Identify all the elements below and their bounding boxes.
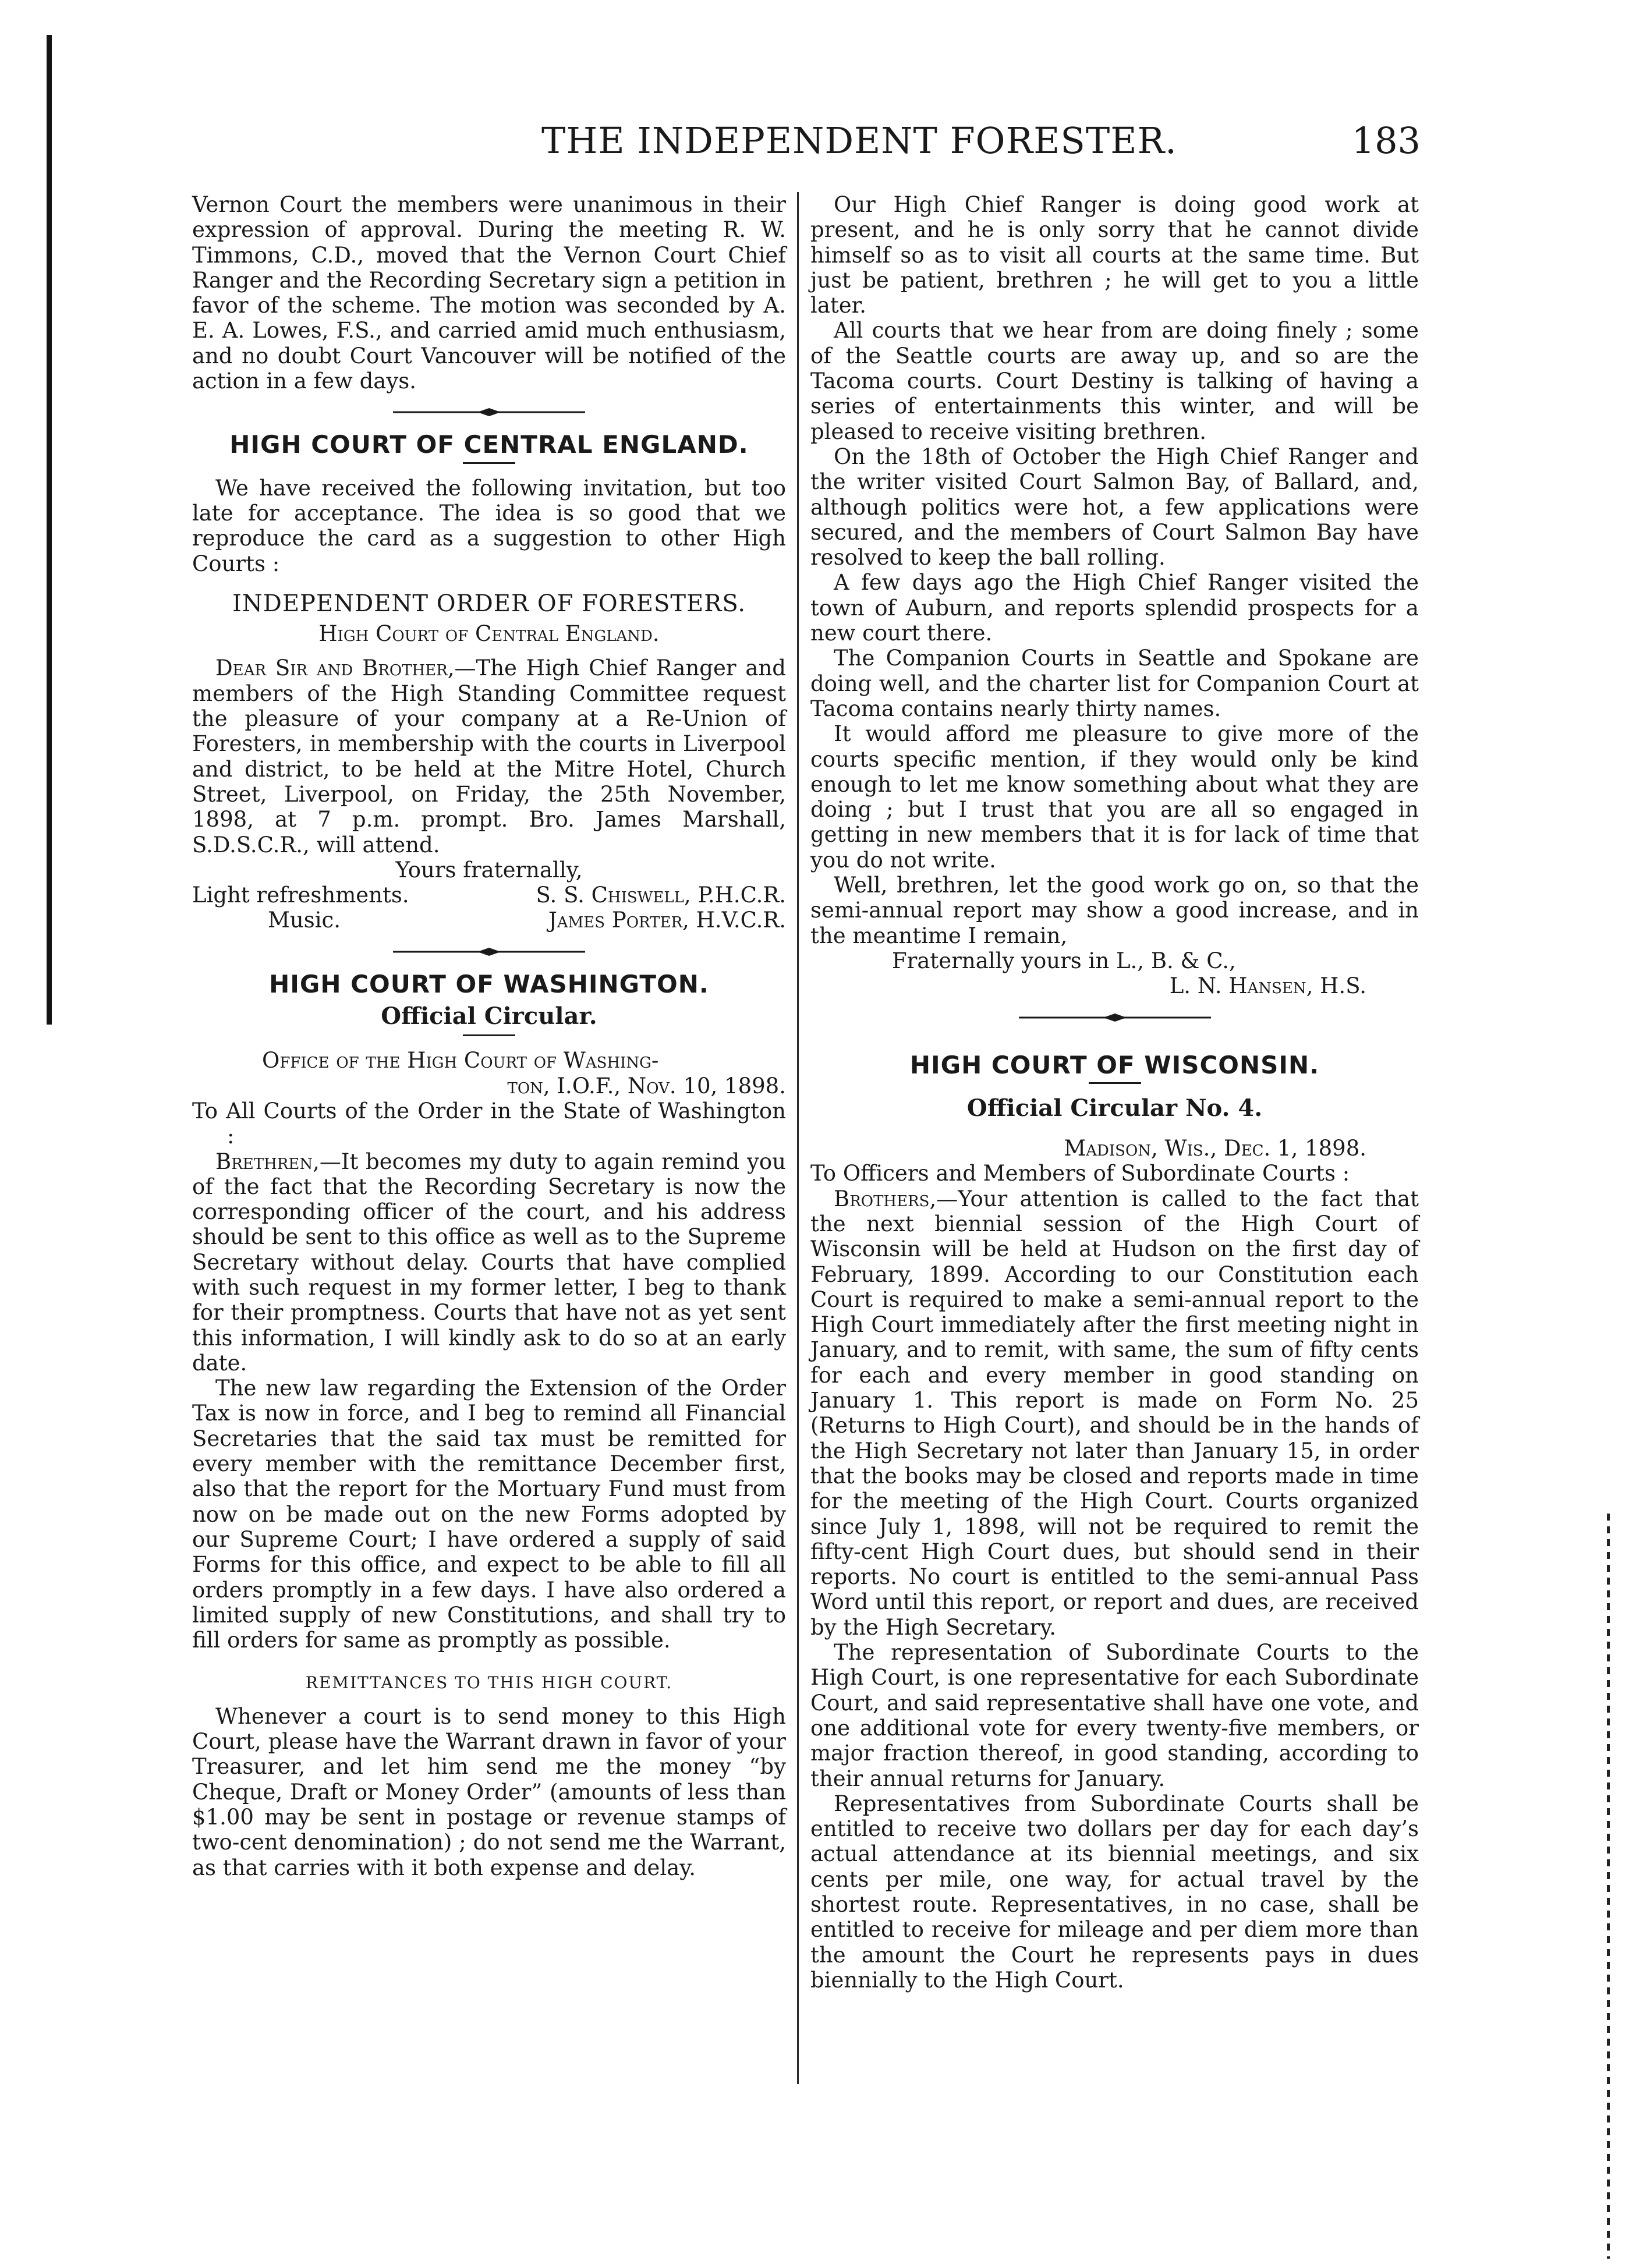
scan-edge-marks xyxy=(1607,1514,1610,2259)
section-heading: HIGH COURT OF WISCONSIN. xyxy=(909,1050,1320,1079)
dateline: Madison, Wis., Dec. 1, 1898. xyxy=(1064,1136,1366,1161)
salutation: Dear Sir and Brother, xyxy=(215,655,455,681)
circular-paragraph: Whenever a court is to send money to this High Court, please have the Warrant drawn in favor of your Treasurer, and let him send me the money “by Cheque, Draft or Money Order” (amounts of less than $1.00 may be sent in postage or revenue stamps of two-cent denomination) ; do not send me the Warrant, as that carries with it both expense and delay. xyxy=(192,1703,786,1880)
page-header xyxy=(192,119,1421,183)
column-divider xyxy=(797,192,799,2084)
article-paragraph: We have received the following invitation, but too late for acceptance. The idea is so good that we reproduce the card as a suggestion to other High Courts : xyxy=(192,475,786,576)
article-paragraph: Our High Chief Ranger is doing good work at present, and he is only sorry that he cannot divide himself so as to visit all courts at the same time. But just be patient, brethren ; he will get to you a little later. xyxy=(810,192,1419,318)
page-number: 183 xyxy=(1351,119,1421,162)
address-line: To Officers and Members of Subordinate Courts : xyxy=(810,1161,1350,1186)
subsection-heading: REMITTANCES TO THIS HIGH COURT. xyxy=(305,1673,673,1693)
refreshments-label: Light refreshments. xyxy=(192,883,409,908)
section-subheading: Official Circular. xyxy=(381,1002,597,1030)
right-column xyxy=(810,192,1419,1993)
article-paragraph: Vernon Court the members were unanimous in their expression of approval. During the meeting R. W. Timmons, C.D., moved that the Vernon Court Chief Ranger and the Recording Secretary sign a petition in favor of the scheme. The motion was seconded by A. E. A. Lowes, F.S., and carried amid much enthusiasm, and no doubt Court Vancouver will be notified of the action in a few days. xyxy=(192,192,786,394)
circular-body-text: —Your attention is called to the fact that the next biennial session of the High Court of Wisconsin will be held at Hudson on the first day of February, 1899. According to our Constitution each Court is required to make a semi-annual report to the High Court immediately after the first meeting night in January, and to remit, with same, the sum of fifty cents for each and every member in good standing on January 1. This report is made on Form No. 25 (Returns to High Court), and should be in the hands of the High Secretary not later than January 15, in order that the books may be closed and reports made in time for the meeting of the High Court. Courts organized since July 1, 1898, will not be required to remit the fifty-cent High Court dues, but should send in their reports. No court is entitled to the semi-annual Pass Word until this report, or report and dues, are received by the High Secretary. xyxy=(810,1186,1419,1640)
circular-body xyxy=(810,1186,1419,1640)
card-subtitle: High Court of Central England. xyxy=(318,621,660,647)
card-body-text: —The High Chief Ranger and members of the High Standing Committee request the pleasure of your company at a Re-Union of Foresters, in membership with the courts in Liverpool and district, to be held at the Mitre Hotel, Church Street, Liverpool, on Friday, the 25th November, 1898, at 7 p.m. prompt. Bro. James Marshall, S.D.S.C.R., will attend. xyxy=(192,655,786,857)
signature-line xyxy=(192,883,786,908)
circular-body xyxy=(192,1149,786,1376)
article-paragraph: Well, brethren, let the good work go on, so that the semi-annual report may show a good increase, and in the meantime I remain, xyxy=(810,873,1419,948)
dateline: Office of the High Court of Washing- xyxy=(262,1048,659,1073)
card-closing: Yours fraternally, xyxy=(395,857,583,883)
left-column xyxy=(192,192,786,1880)
running-title: THE INDEPENDENT FORESTER. xyxy=(541,119,1177,162)
letter-signature: L. N. Hansen, H.S. xyxy=(1169,973,1366,999)
heading-rule xyxy=(1089,1082,1141,1084)
signature-line xyxy=(192,908,786,933)
section-ornament xyxy=(1019,1013,1211,1022)
circular-paragraph: The representation of Subordinate Courts to the High Court, is one representative for each Subordinate Court, and said representative shall have one vote, and one additional vote for every twenty-five members, or major fraction thereof, in good standing, according to their annual returns for January. xyxy=(810,1640,1419,1791)
circular-paragraph: Representatives from Subordinate Courts shall be entitled to receive two dollars per day for each day’s actual attendance at its biennial meetings, and six cents per mile, one way, for actual travel by the shortest route. Representatives, in no case, shall be entitled to receive for mileage and per diem more than the amount the Court he represents pays in dues biennially to the High Court. xyxy=(810,1791,1419,1993)
article-paragraph: It would afford me pleasure to give more of the courts specific mention, if they would only be kind enough to let me know something about what they are doing ; but I trust that you are all so engaged in getting in new members that it is for lack of time that you do not write. xyxy=(810,721,1419,873)
card-body xyxy=(192,655,786,857)
address-line: To All Courts of the Order in the State of Washington : xyxy=(192,1098,786,1149)
article-paragraph: The Companion Courts in Seattle and Spokane are doing well, and the charter list for Companion Court at Tacoma contains nearly thirty names. xyxy=(810,646,1419,721)
salutation: Brethren, xyxy=(215,1149,320,1174)
salutation: Brothers, xyxy=(834,1186,937,1211)
signature: S. S. Chiswell, P.H.C.R. xyxy=(536,883,786,908)
letter-closing: Fraternally yours in L., B. & C., xyxy=(892,948,1236,973)
scan-edge-rule xyxy=(47,35,52,1025)
section-heading: HIGH COURT OF CENTRAL ENGLAND. xyxy=(229,430,749,459)
circular-body-text: —It becomes my duty to again remind you of the fact that the Recording Secretary is now the corresponding officer of the court, and his address should be sent to this office as well as to the Supreme Secretary without delay. Courts that have complied with such request in my former letter, I beg to thank for their promptness. Courts that have not as yet sent this information, I will kindly ask to do so at an early date. xyxy=(192,1149,786,1376)
card-title: INDEPENDENT ORDER OF FORESTERS. xyxy=(232,590,746,617)
heading-rule xyxy=(463,1034,515,1036)
article-paragraph: All courts that we hear from are doing finely ; some of the Seattle courts are away up, and so are the Tacoma courts. Court Destiny is talking of having a series of entertainments this winter, and will be pleased to receive visiting brethren. xyxy=(810,318,1419,444)
section-ornament xyxy=(393,947,585,956)
heading-rule xyxy=(463,462,515,464)
circular-paragraph: The new law regarding the Extension of the Order Tax is now in force, and I beg to remind all Financial Secretaries that the said tax must be remitted for every member with the remittance December first, also that the report for the Mortuary Fund must from now on be made out on the new Forms adopted by our Supreme Court; I have ordered a supply of said Forms for this office, and expect to be able to fill all orders promptly in a few days. I have also ordered a limited supply of new Constitutions, and shall try to fill orders for same as promptly as possible. xyxy=(192,1376,786,1653)
article-paragraph: A few days ago the High Chief Ranger visited the town of Auburn, and reports splendid prospects for a new court there. xyxy=(810,570,1419,646)
dateline: ton, I.O.F., Nov. 10, 1898. xyxy=(507,1073,786,1098)
article-paragraph: On the 18th of October the High Chief Ranger and the writer visited Court Salmon Bay, of Ballard, and, although politics were hot, a few applications were secured, and the members of Court Salmon Bay have resolved to keep the ball rolling. xyxy=(810,444,1419,570)
section-heading: HIGH COURT OF WASHINGTON. xyxy=(269,969,709,998)
section-ornament xyxy=(393,407,585,417)
section-subheading: Official Circular No. 4. xyxy=(966,1094,1263,1122)
music-label: Music. xyxy=(268,908,341,933)
signature: James Porter, H.V.C.R. xyxy=(548,908,786,933)
